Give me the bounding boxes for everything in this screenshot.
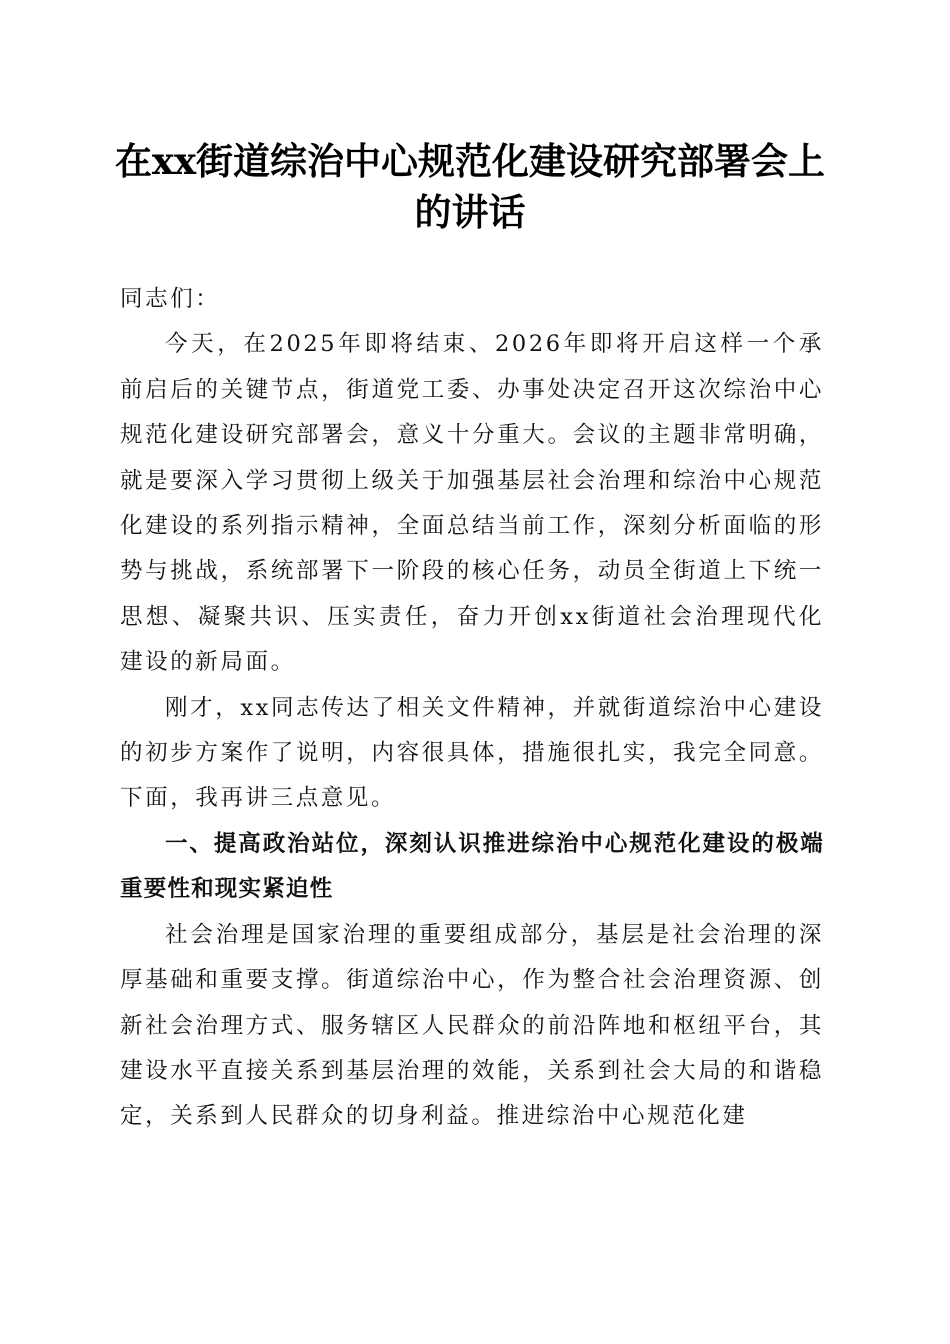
document-title: 在xx街道综治中心规范化建设研究部署会上的讲话	[114, 139, 826, 234]
document-body	[120, 277, 824, 1140]
section-paragraph: 社会治理是国家治理的重要组成部分，基层是社会治理的深厚基础和重要支撑。街道综治中心，作为整合社会治理资源、创新社会治理方式、服务辖区人民群众的前沿阵地和枢纽平台，其建设水平直接关系到基层治理的效能，关系到社会大局的和谐稳定，关系到人民群众的切身利益。推进综治中心规范化建	[120, 921, 824, 1130]
salutation: 同志们：	[120, 286, 221, 312]
section-heading: 一、提高政治站位，深刻认识推进综治中心规范化建设的极端重要性和现实紧迫性	[120, 830, 824, 903]
paragraph-response: 刚才，xx同志传达了相关文件精神，并就街道综治中心建设的初步方案作了说明，内容很具体，措施很扎实，我完全同意。下面，我再讲三点意见。	[120, 694, 824, 812]
paragraph-opening: 今天，在2025年即将结束、2026年即将开启这样一个承前启后的关键节点，街道党工委、办事处决定召开这次综治中心规范化建设研究部署会，意义十分重大。会议的主题非常明确，就是要深入学习贯彻上级关于加强基层社会治理和综治中心规范化建设的系列指示精神，全面总结当前工作，深刻分析面临的形势与挑战，系统部署下一阶段的核心任务，动员全街道上下统一思想、凝聚共识、压实责任，奋力开创xx街道社会治理现代化建设的新局面。	[120, 331, 824, 676]
